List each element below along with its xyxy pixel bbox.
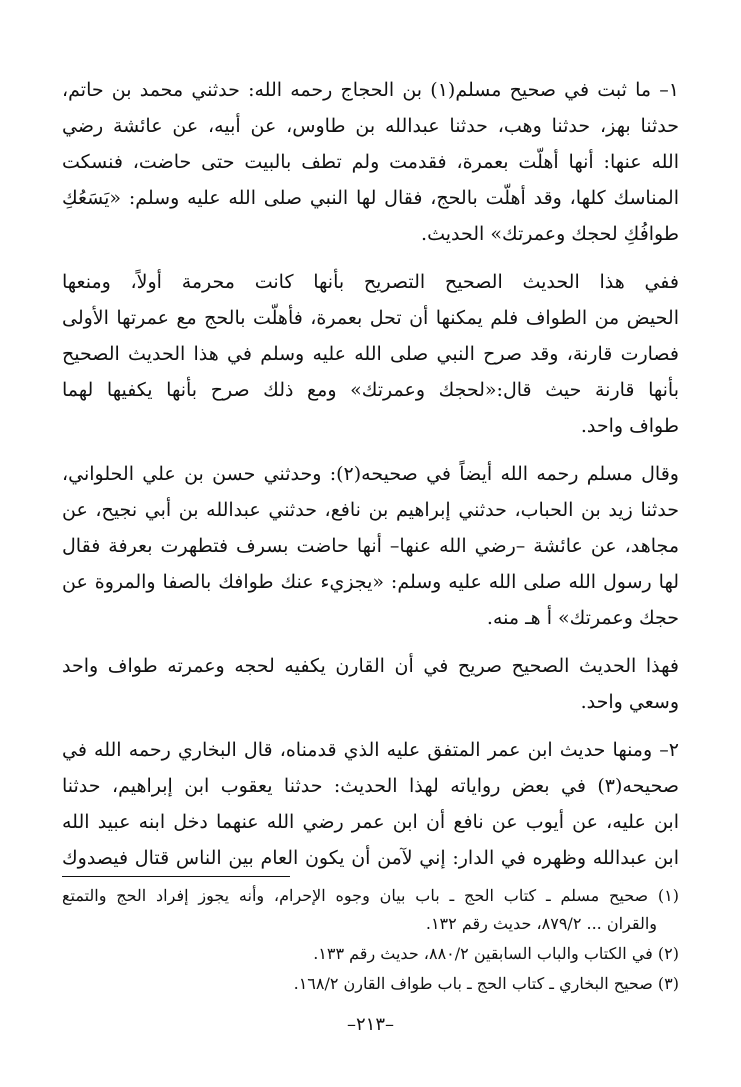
text-line: ابن عليه، عن أيوب عن نافع أن ابن عمر رضي الله عنهما دخل ابنه عبيد الله [62, 811, 679, 833]
footnote-3 [62, 970, 679, 998]
text-line: ففي هذا الحديث الصحيح التصريح بأنها كانت محرمة أولاً، ومنعها [62, 271, 679, 293]
text-line: المناسك كلها، وقد أهلّت بالحج، فقال لها النبي صلى الله عليه وسلم: «يَسَعُكِ [62, 187, 679, 209]
text-line: مجاهد، عن عائشة –رضي الله عنها– أنها حاضت بسرف فتطهرت بعرفة فقال [62, 535, 679, 557]
text-line: طوافُكِ لحجك وعمرتك» الحديث. [421, 223, 679, 245]
text-line: صحيحه(٣) في بعض رواياته لهذا الحديث: حدثنا يعقوب ابن إبراهيم، حدثنا [62, 775, 679, 797]
footnote-line: (١) صحيح مسلم ـ كتاب الحج ـ باب بيان وجوه الإحرام، وأنه يجوز إفراد الحج والتمتع [62, 886, 679, 905]
footnote-line: والقران ... ٨٧٩/٢، حديث رقم ١٣٢. [425, 914, 657, 933]
text-line: ٢– ومنها حديث ابن عمر المتفق عليه الذي قدمناه، قال البخاري رحمه الله في [62, 739, 679, 761]
footnotes [62, 882, 679, 1000]
footnote-separator [62, 876, 290, 877]
page-number: –٢١٣– [346, 1014, 394, 1035]
body-text [62, 72, 679, 876]
text-line: فهذا الحديث الصحيح صريح في أن القارن يكفيه لحجه وعمرته طواف واحد [62, 655, 679, 677]
footnote-2 [62, 940, 679, 968]
text-line: ١– ما ثبت في صحيح مسلم(١) بن الحجاج رحمه الله: حدثني محمد بن حاتم، [62, 79, 679, 101]
text-line: حجك وعمرتك» أ هـ منه. [486, 607, 679, 629]
text-line: بأنها قارنة حيث قال:«لحجك وعمرتك» ومع ذلك صرح بأنها يكفيها لهما [62, 379, 679, 401]
text-line: وسعي واحد. [580, 691, 679, 713]
text-line: لها رسول الله صلى الله عليه وسلم: «يجزيء عنك طوافك بالصفا والمروة عن [62, 571, 679, 593]
text-line: ابن عبدالله وظهره في الدار: إني لآمن أن يكون العام بين الناس قتال فيصدوك [62, 847, 679, 869]
paragraph-commentary-1 [62, 264, 679, 444]
text-line: وقال مسلم رحمه الله أيضاً في صحيحه(٢): وحدثني حسن بن علي الحلواني، [62, 463, 679, 485]
paragraph-hadith-bukhari [62, 732, 679, 876]
footnote-1 [62, 882, 679, 938]
paragraph-hadith-muslim-1 [62, 72, 679, 252]
footnote-line: (٣) صحيح البخاري ـ كتاب الحج ـ باب طواف القارن ١٦٨/٢. [293, 974, 679, 993]
text-line: حدثنا زيد بن الحباب، حدثني إبراهيم بن نافع، حدثني عبدالله بن أبي نجيح، عن [62, 499, 679, 521]
paragraph-hadith-muslim-2 [62, 456, 679, 636]
text-line: الحيض من الطواف فلم يمكنها أن تحل بعمرة، فأهلّت بالحج مع عمرتها الأولى [62, 307, 679, 329]
text-line: حدثنا بهز، حدثنا وهب، حدثنا عبدالله بن طاوس، عن أبيه، عن عائشة رضي [62, 115, 679, 137]
text-line: طواف واحد. [580, 415, 679, 437]
paragraph-commentary-2 [62, 648, 679, 720]
footnote-line: (٢) في الكتاب والباب السابقين ٨٨٠/٢، حديث رقم ١٣٣. [313, 944, 679, 963]
text-line: فصارت قارنة، وقد صرح النبي صلى الله عليه وسلم في هذا الحديث الصحيح [62, 343, 679, 365]
text-line: الله عنها: أنها أهلّت بعمرة، فقدمت ولم تطف بالبيت حتى حاضت، فنسكت [62, 151, 679, 173]
